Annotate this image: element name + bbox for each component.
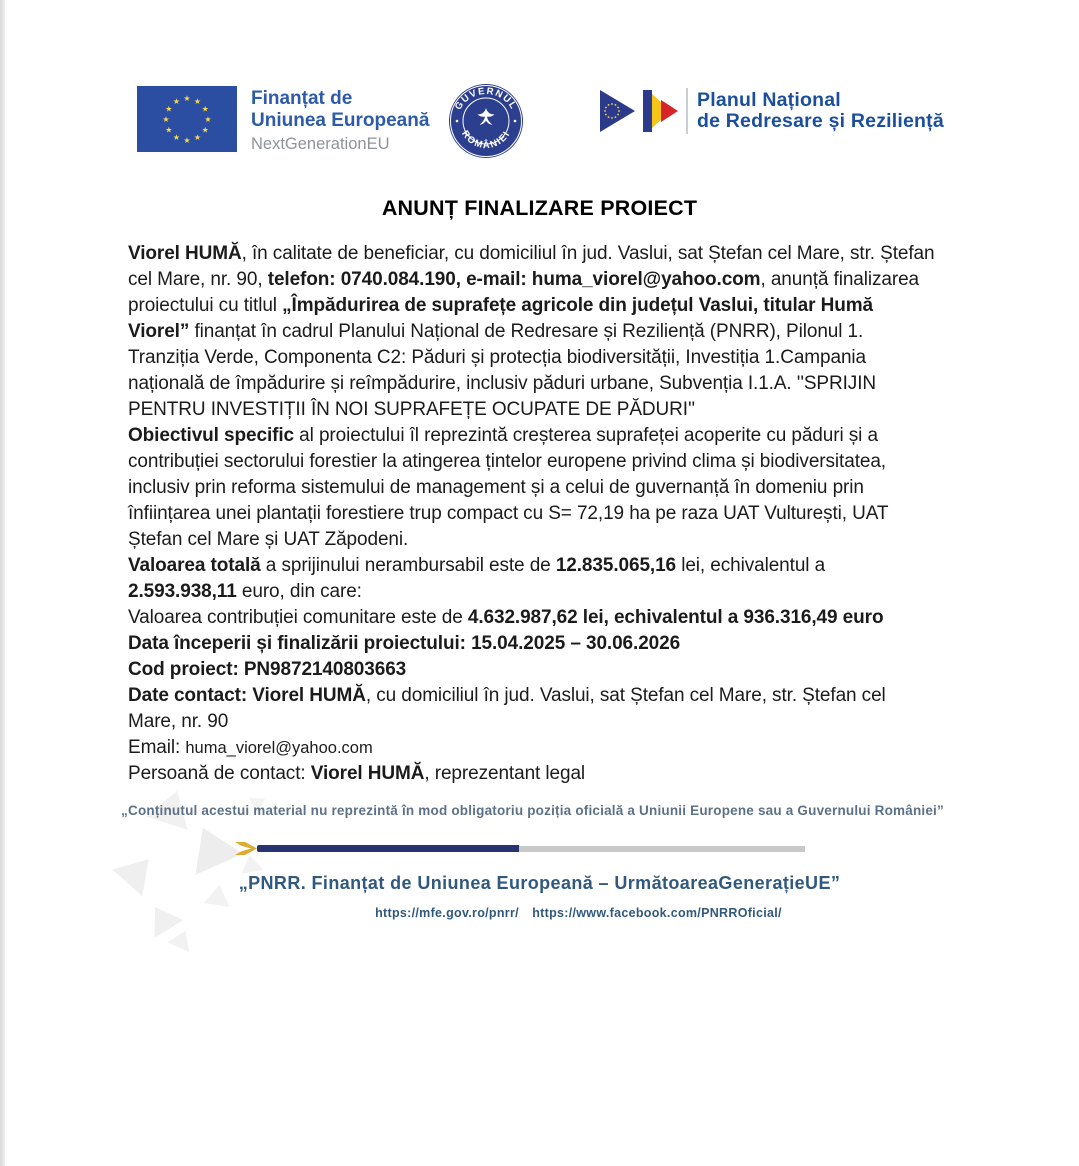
svg-text:★: ★ bbox=[193, 133, 202, 143]
pnrr-logo bbox=[600, 88, 944, 134]
pnrr-logo-text bbox=[697, 90, 944, 133]
pnrr-logo-line2: de Redresare și Reziliență bbox=[697, 110, 944, 132]
body-paragraph: Date contact: Viorel HUMĂ, cu domiciliul în jud. Vaslui, sat Ștefan cel Mare, str. Ștefan cel Mare, nr. 90 bbox=[128, 685, 886, 732]
mfe-link[interactable]: https://mfe.gov.ro/pnrr/ bbox=[375, 906, 519, 920]
eu-logo-line1: Finanțat de bbox=[251, 88, 353, 109]
body-paragraph: Email: huma_viorel@yahoo.com bbox=[128, 737, 373, 758]
svg-text:★: ★ bbox=[172, 133, 181, 143]
facebook-link[interactable]: https://www.facebook.com/PNRROficial/ bbox=[532, 906, 782, 920]
svg-text:★: ★ bbox=[162, 115, 170, 124]
footer-line-gray bbox=[519, 846, 805, 852]
svg-text:★: ★ bbox=[165, 125, 173, 135]
eu-logo-line2: Uniunea Europeană bbox=[251, 110, 430, 131]
pencil-chevron-icon bbox=[233, 840, 259, 857]
body-text bbox=[128, 241, 936, 787]
svg-text:★: ★ bbox=[183, 136, 191, 145]
pnrr-logo-divider bbox=[686, 88, 688, 134]
disclaimer-text: „Conținutul acestui material nu reprezintă în mod obligatoriu poziția oficială a Uniunii Europene sau a Guvernului României” bbox=[121, 803, 944, 818]
gov-romania-seal-icon bbox=[447, 82, 525, 165]
body-paragraph: Viorel HUMĂ, în calitate de beneficiar, cu domiciliul în jud. Vaslui, sat Ștefan cel Mare, str. Ștefan cel Mare, nr. 90, telefon: 0740.084.190, e-mail: huma_viorel@yahoo.com, anunță finalizarea proiectului cu titlul „Împădurirea de suprafețe agricole din județul Vaslui, titular Humă Viorel” finanțat în cadrul Planului Național de Redresare și Reziliență (PNRR), Pilonul 1. Tranziția Verde, Componenta C2: Păduri și protecția biodiversității, Investiția 1.Campania națională de împădurire și reîmpădurire, inclusiv păduri urbane, Subvenția I.1.A. ''SPRIJIN PENTRU INVESTIȚII ÎN NOI SUPRAFEȚE OCUPATE DE PĂDURI'' bbox=[128, 243, 935, 420]
body-paragraph: Data începerii și finalizării proiectului: 15.04.2025 – 30.06.2026 bbox=[128, 633, 681, 654]
svg-text:★: ★ bbox=[165, 104, 173, 114]
body-paragraph: Persoană de contact: Viorel HUMĂ, reprezentant legal bbox=[128, 763, 586, 784]
seal-text-bottom: ROMÂNIEI bbox=[459, 128, 513, 152]
svg-text:★: ★ bbox=[183, 94, 191, 103]
footer-slogan: „PNRR. Finanțat de Uniunea Europeană – UrmătoareaGenerațieUE” bbox=[238, 873, 841, 893]
eu-flag-icon bbox=[137, 86, 237, 152]
pnrr-logo-line1: Planul Național bbox=[697, 88, 841, 111]
seal-text-top: GUVERNUL bbox=[452, 85, 520, 113]
svg-text:★: ★ bbox=[204, 115, 212, 124]
svg-text:★: ★ bbox=[201, 104, 209, 114]
nextgeneration-label: NextGenerationEU bbox=[251, 135, 390, 153]
body-paragraph: Obiectivul specific al proiectului îl reprezintă creșterea suprafeței acoperite cu păduri și a contribuției sectorului forestier la atingerea țintelor europene privind clima și biodiversitatea, inclusiv prin reforma sistemului de management și a celui de guvernanță în domeniu prin înființarea unei plantații forestiere trup compact cu S= 72,19 ha pe raza UAT Vulturești, UAT Ștefan cel Mare și UAT Zăpodeni. bbox=[128, 425, 889, 550]
footer-divider-line bbox=[245, 845, 805, 852]
eu-logo-text bbox=[251, 86, 429, 155]
page-title: ANUNȚ FINALIZARE PROIECT bbox=[381, 196, 698, 220]
body-paragraph: Valoarea totală a sprijinului nerambursabil este de 12.835.065,16 lei, echivalentul a 2.593.938,11 euro, din care: bbox=[128, 555, 826, 602]
svg-text:★: ★ bbox=[201, 125, 209, 135]
pnrr-arrows-icon bbox=[600, 88, 680, 134]
body-paragraph: Cod proiect: PN9872140803663 bbox=[128, 659, 407, 680]
eu-funding-logo bbox=[137, 86, 429, 155]
footer-line-navy bbox=[257, 845, 519, 852]
body-paragraph: Valoarea contribuției comunitare este de 4.632.987,62 lei, echivalentul a 936.316,49 euro bbox=[128, 607, 884, 628]
svg-text:★: ★ bbox=[172, 96, 181, 106]
svg-text:★: ★ bbox=[193, 96, 202, 106]
scan-edge-shadow bbox=[0, 0, 5, 1166]
